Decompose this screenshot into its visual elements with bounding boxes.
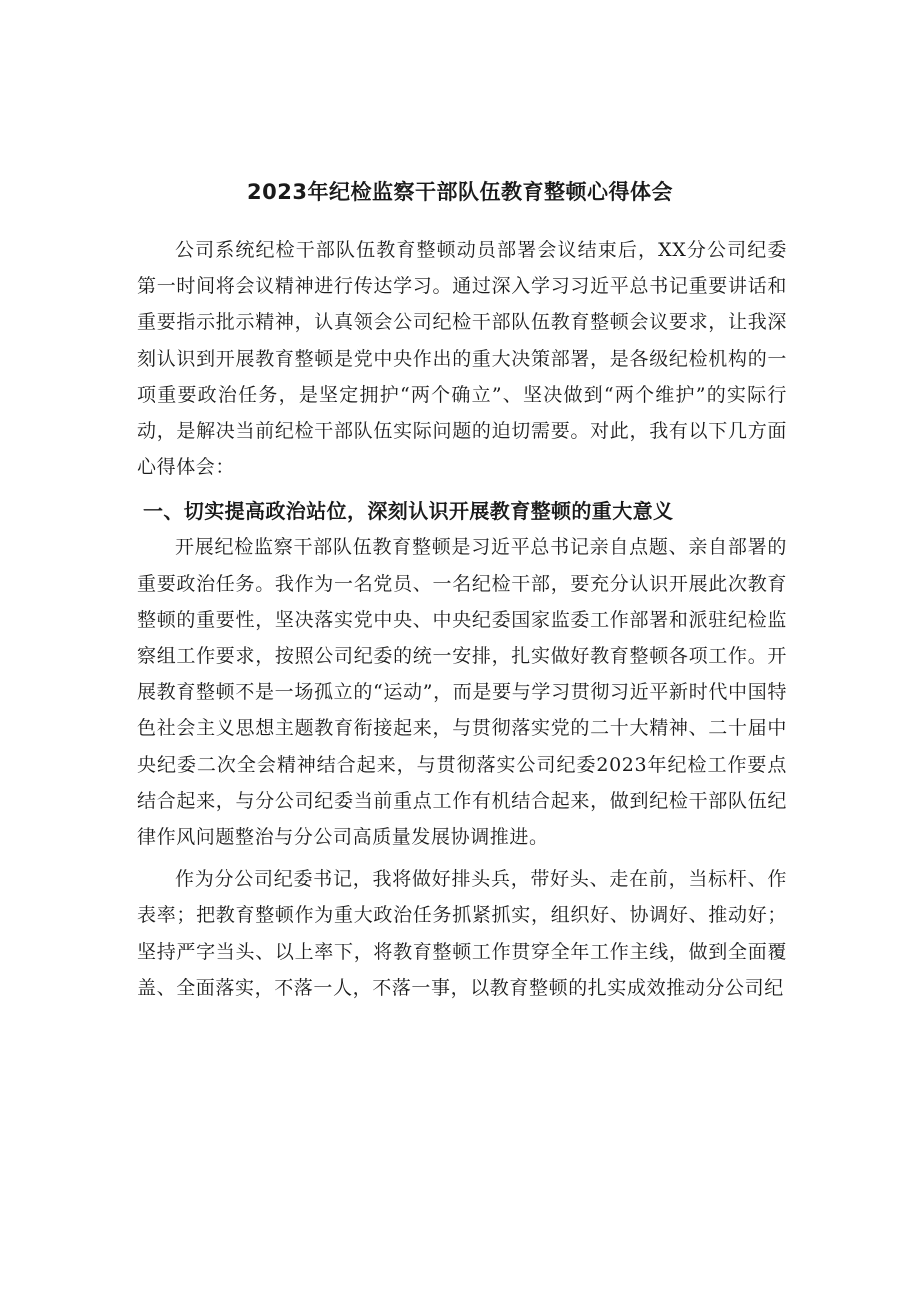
document-title: 2023年纪检监察干部队伍教育整顿心得体会 <box>247 180 673 204</box>
intro-paragraph: 公司系统纪检干部队伍教育整顿动员部署会议结束后，XX分公司纪委第一时间将会议精神进行传达学习。通过深入学习习近平总书记重要讲话和重要指示批示精神，认真领会公司纪检干部队伍教育整顿会议要求，让我深刻认识到开展教育整顿是党中央作出的重大决策部署，是各级纪检机构的一项重要政治任务，是坚定拥护“两个确立”、坚决做到“两个维护”的实际行动，是解决当前纪检干部队伍实际问题的迫切需要。对此，我有以下几方面心得体会： <box>137 239 787 479</box>
section-1-paragraph-2: 作为分公司纪委书记，我将做好排头兵，带好头、走在前，当标杆、作表率；把教育整顿作为重大政治任务抓紧抓实，组织好、协调好、推动好；坚持严字当头、以上率下，将教育整顿工作贯穿全年工作主线，做到全面覆盖、全面落实，不落一人，不落一事，以教育整顿的扎实成效推动分公司纪 <box>137 868 787 999</box>
document-body <box>137 232 787 1006</box>
section-1-paragraph-1: 开展纪检监察干部队伍教育整顿是习近平总书记亲自点题、亲自部署的重要政治任务。我作为一名党员、一名纪检干部，要充分认识开展此次教育整顿的重要性，坚决落实党中央、中央纪委国家监委工作部署和派驻纪检监察组工作要求，按照公司纪委的统一安排，扎实做好教育整顿各项工作。开展教育整顿不是一场孤立的“运动”，而是要与学习贯彻习近平新时代中国特色社会主义思想主题教育衔接起来，与贯彻落实党的二十大精神、二十届中央纪委二次全会精神结合起来，与贯彻落实公司纪委2023年纪检工作要点结合起来，与分公司纪委当前重点工作有机结合起来，做到纪检干部队伍纪律作风问题整治与分公司高质量发展协调推进。 <box>137 536 787 849</box>
section-heading-1: 一、切实提高政治站位，深刻认识开展教育整顿的重大意义 <box>143 499 674 524</box>
